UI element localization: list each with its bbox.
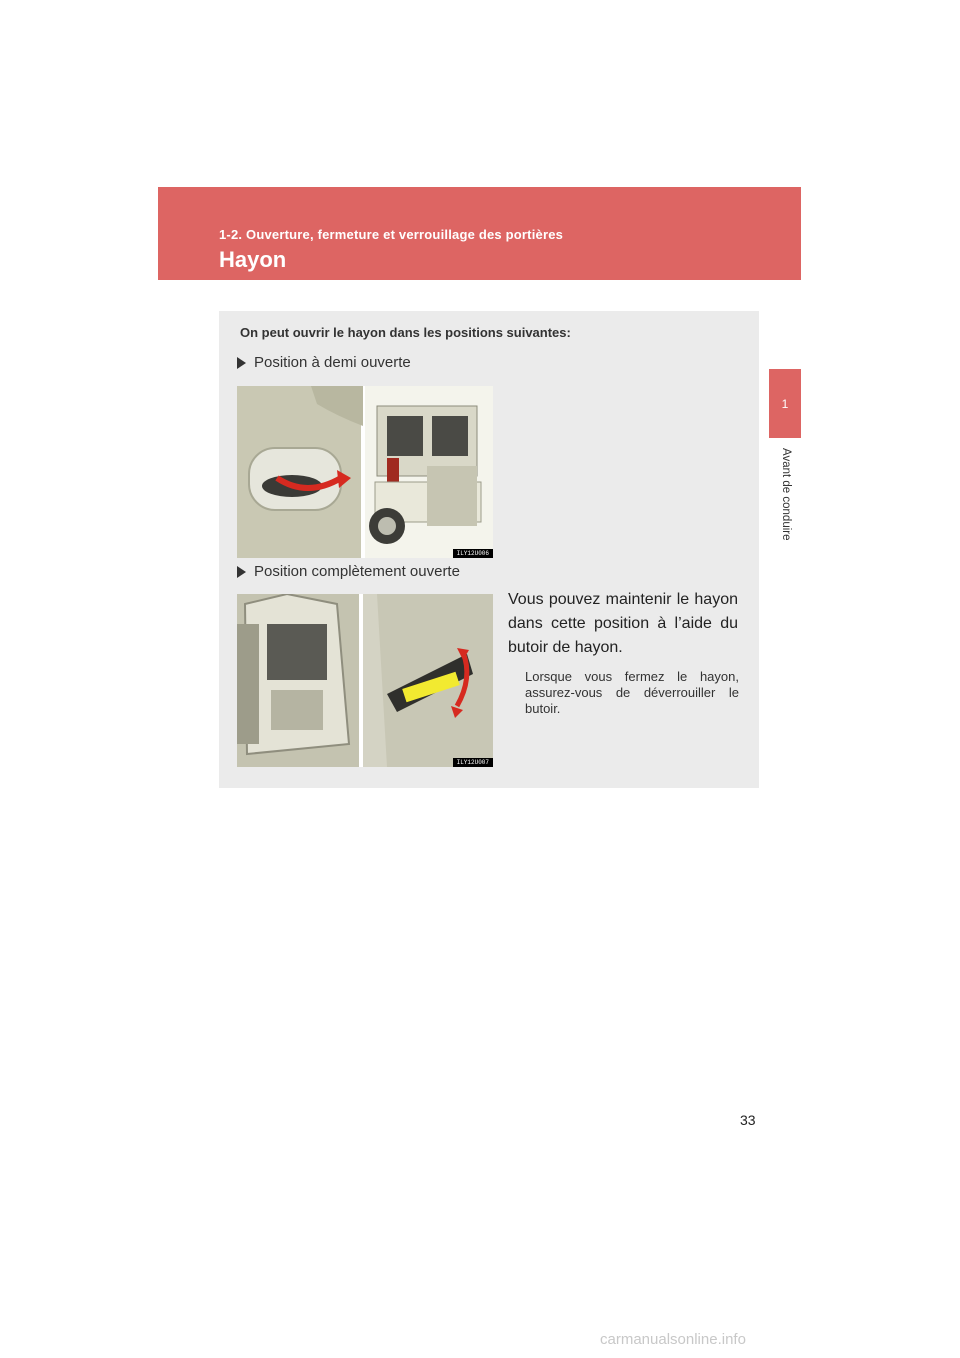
- watermark: carmanualsonline.info: [600, 1331, 746, 1348]
- section-label: 1-2. Ouverture, fermeture et verrouillage des portières: [219, 227, 564, 242]
- bullet-half-open: [237, 354, 411, 371]
- bullet-fully-open: [237, 563, 460, 580]
- triangle-bullet-icon: [237, 566, 246, 578]
- description-text: Vous pouvez maintenir le hayon dans cette position à l’aide du butoir de hayon.: [508, 591, 738, 656]
- content-box: [219, 311, 759, 788]
- figure-code: ILY12U006: [453, 549, 493, 558]
- tailgate-handle-illustration: [237, 386, 493, 558]
- figure-code: ILY12U007: [453, 758, 493, 767]
- chapter-title: Avant de conduire: [780, 448, 792, 541]
- chapter-tab: 1: [769, 369, 801, 438]
- page-title: Hayon: [219, 247, 287, 272]
- section-header: [158, 187, 801, 280]
- figure-half-open: [237, 386, 493, 558]
- triangle-bullet-icon: [237, 357, 246, 369]
- bullet-label: Position complètement ouverte: [254, 563, 460, 580]
- bullet-label: Position à demi ouverte: [254, 354, 411, 371]
- figure-fully-open: [237, 594, 493, 767]
- page-number: 33: [740, 1112, 756, 1128]
- intro-text: On peut ouvrir le hayon dans les positions suivantes:: [240, 325, 571, 340]
- tailgate-stopper-illustration: [237, 594, 493, 767]
- note-text: Lorsque vous fermez le hayon, assurez-vous de déverrouiller le butoir.: [525, 669, 739, 716]
